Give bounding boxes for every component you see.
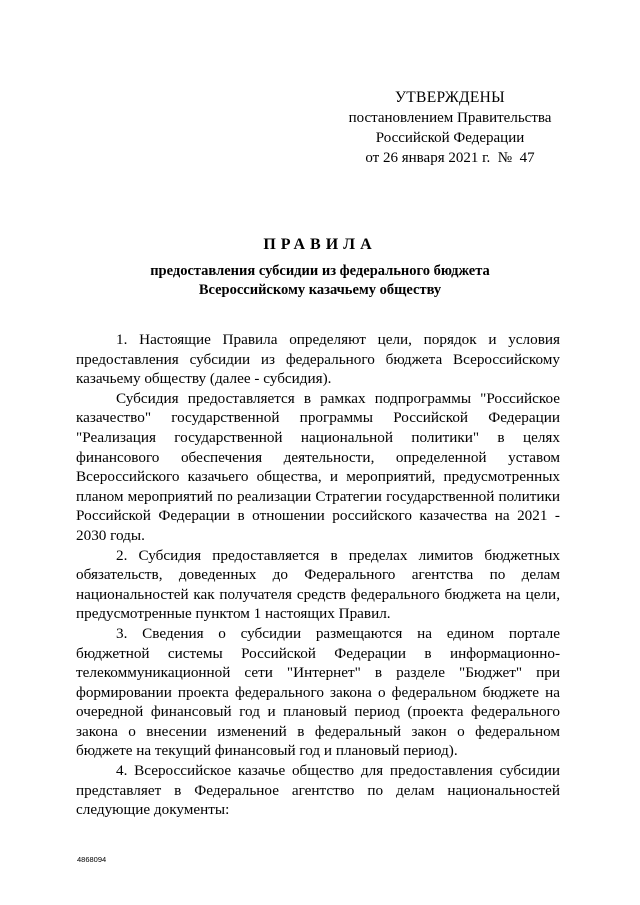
document-number: 4868094 <box>77 855 107 864</box>
approval-heading: УТВЕРЖДЕНЫ <box>395 89 505 106</box>
subtitle-line: предоставления субсидии из федерального бюджета <box>150 263 490 279</box>
paragraph: 3. Сведения о субсидии размещаются на едином портале бюджетной системы Российской Федерации в информационно-телекоммуникационной сети "Интернет" в разделе "Бюджет" при формировании проекта федерального закона о федеральном бюджете на очередной финансовый год и плановый период (проекта федерального закона о внесении изменений в федеральный закон о федеральном бюджете на текущий финансовый год и плановый период). <box>76 624 560 760</box>
document-body <box>76 330 560 820</box>
document-subtitle <box>80 262 560 300</box>
approval-date-number: от 26 января 2021 г. № 47 <box>365 150 535 166</box>
approval-block <box>330 88 570 168</box>
paragraph: 4. Всероссийское казачье общество для предоставления субсидии представляет в Федеральное агентство по делам национальностей следующие документы: <box>76 762 560 819</box>
paragraph: 1. Настоящие Правила определяют цели, порядок и условия предоставления субсидии из федерального бюджета Всероссийскому казачьему обществу (далее - субсидия). <box>76 331 560 388</box>
document-title: ПРАВИЛА <box>263 236 377 253</box>
approval-line: Российской Федерации <box>375 130 525 146</box>
paragraph: 2. Субсидия предоставляется в пределах лимитов бюджетных обязательств, доведенных до Федерального агентства по делам национальностей как получателя средств федерального бюджета на цели, предусмотренные пунктом 1 настоящих Правил. <box>76 546 560 623</box>
subtitle-line: Всероссийскому казачьему обществу <box>198 282 442 298</box>
approval-line: постановлением Правительства <box>348 110 552 126</box>
paragraph: Субсидия предоставляется в рамках подпрограммы "Российское казачество" государственной программы Российской Федерации "Реализация государственной национальной политики" в целях финансового обеспечения деятельности, определенной уставом Всероссийского казачьего общества, и мероприятий, предусмотренных планом мероприятий по реализации Стратегии государственной политики Российской Федерации в отношении российского казачества на 2021 - 2030 годы. <box>76 389 560 544</box>
